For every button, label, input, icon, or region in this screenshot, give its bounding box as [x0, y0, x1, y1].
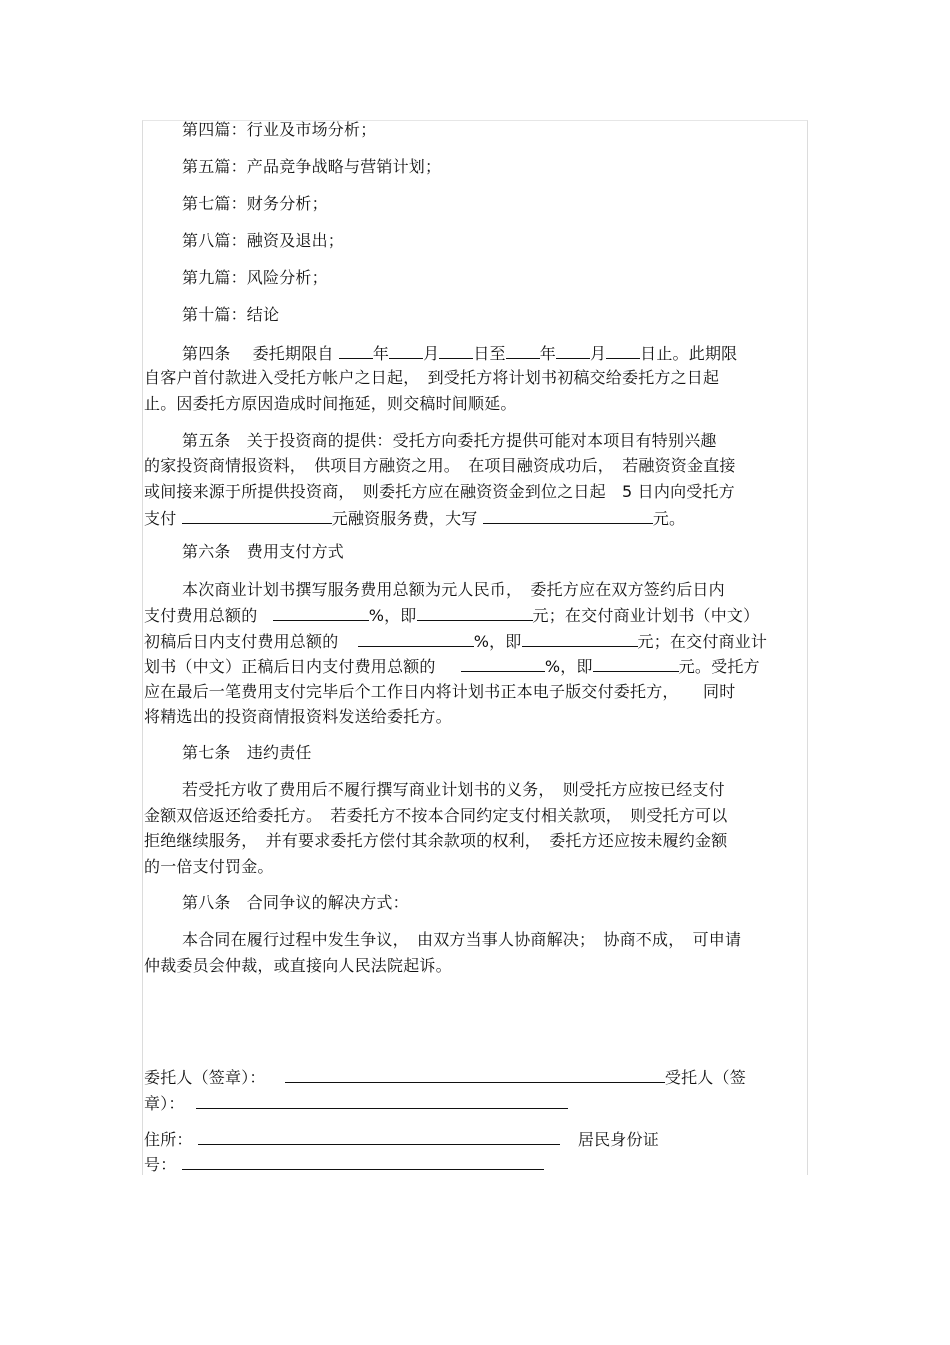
contractor-signature-field: [196, 1092, 568, 1109]
blank-field: [273, 604, 369, 621]
article6-line2: 支付费用总额的 %，即 元；在交付商业计划书（中文）: [144, 606, 760, 625]
article6-line4: 划书（中文）正稿后日内支付费用总额的 %，即 元。受托方: [144, 657, 760, 676]
toc-item-7: 第七篇：财务分析；: [182, 194, 328, 213]
blank-field: [358, 630, 474, 647]
article8-line2: 仲裁委员会仲裁，或直接向人民法院起诉。: [144, 956, 452, 975]
article6-line1: 本次商业计划书撰写服务费用总额为元人民币， 委托方应在双方签约后日内: [182, 580, 725, 599]
address-label: 住所：: [144, 1130, 193, 1149]
toc-item-4: 第四篇：行业及市场分析；: [182, 120, 377, 139]
article7-line4: 的一倍支付罚金。: [144, 857, 274, 876]
blank-field: [483, 507, 653, 524]
client-label: 委托人（签章）：: [144, 1068, 266, 1087]
article4-line3: 止。因委托方原因造成时间拖延，则交稿时间顺延。: [144, 394, 517, 413]
contractor-label: 受托人（签: [664, 1068, 746, 1087]
blank-field: [593, 655, 679, 672]
client-signature-line: [144, 1066, 746, 1089]
address-line: [144, 1128, 659, 1151]
article7-line1: 若受托方收了费用后不履行撰写商业计划书的义务， 则受托方应按已经支付: [182, 780, 725, 799]
toc-item-8: 第八篇：融资及退出；: [182, 231, 345, 250]
blank-field: [439, 342, 473, 359]
article6-line3: 初稿后日内支付费用总额的 %，即 元；在交付商业计: [144, 632, 768, 651]
blank-field: [389, 342, 423, 359]
article5-line1: 第五条 关于投资商的提供：受托方向委托方提供可能对本项目有特别兴趣: [182, 431, 717, 450]
blank-field: [417, 604, 533, 621]
article7-line3: 拒绝继续服务， 并有要求委托方偿付其余款项的权利， 委托方还应按未履约金额: [144, 831, 728, 850]
toc-item-10: 第十篇：结论: [182, 305, 280, 324]
article7-line2: 金额双倍返还给委托方。 若委托方不按本合同约定支付相关款项， 则受托方可以: [144, 806, 728, 825]
article7-head: 第七条 违约责任: [182, 743, 312, 762]
article6-head: 第六条 费用支付方式: [182, 542, 345, 561]
blank-field: [461, 655, 545, 672]
toc-item-9: 第九篇：风险分析；: [182, 268, 328, 287]
article4-head: 第四条: [182, 344, 231, 363]
article4-line2: 自客户首付款进入受托方帐户之日起， 到受托方将计划书初稿交给委托方之日起: [144, 368, 720, 387]
id-label: 居民身份证: [577, 1130, 659, 1149]
id-number-field: [182, 1153, 544, 1170]
blank-field: [556, 342, 590, 359]
blank-field: [339, 342, 373, 359]
article4-line1: 第四条 委托期限自 年 月 日至 年 月 日止。此期限: [182, 344, 738, 363]
blank-field: [182, 507, 332, 524]
article8-head: 第八条 合同争议的解决方式：: [182, 893, 409, 912]
article6-line5: 应在最后一笔费用支付完毕后个工作日内将计划书正本电子版交付委托方， 同时: [144, 682, 736, 701]
article5-line2: 的家投资商情报资料， 供项目方融资之用。 在项目融资成功后， 若融资资金直接: [144, 456, 736, 475]
id-line: 号：: [144, 1153, 544, 1176]
address-field: [198, 1128, 560, 1145]
client-signature-field: [285, 1066, 665, 1083]
blank-field: [506, 342, 540, 359]
blank-field: [606, 342, 640, 359]
article6-line6: 将精选出的投资商情报资料发送给委托方。: [144, 707, 452, 726]
article5-line3: 或间接来源于所提供投资商， 则委托方应在融资资金到位之日起 5 日内向受托方: [144, 482, 735, 501]
contractor-signature-line: 章）：: [144, 1092, 568, 1115]
article5-line4: 支付 元融资服务费，大写 元。: [144, 509, 686, 528]
toc-item-5: 第五篇：产品竞争战略与营销计划；: [182, 157, 442, 176]
blank-field: [522, 630, 638, 647]
article8-line1: 本合同在履行过程中发生争议， 由双方当事人协商解决； 协商不成， 可申请: [182, 930, 742, 949]
